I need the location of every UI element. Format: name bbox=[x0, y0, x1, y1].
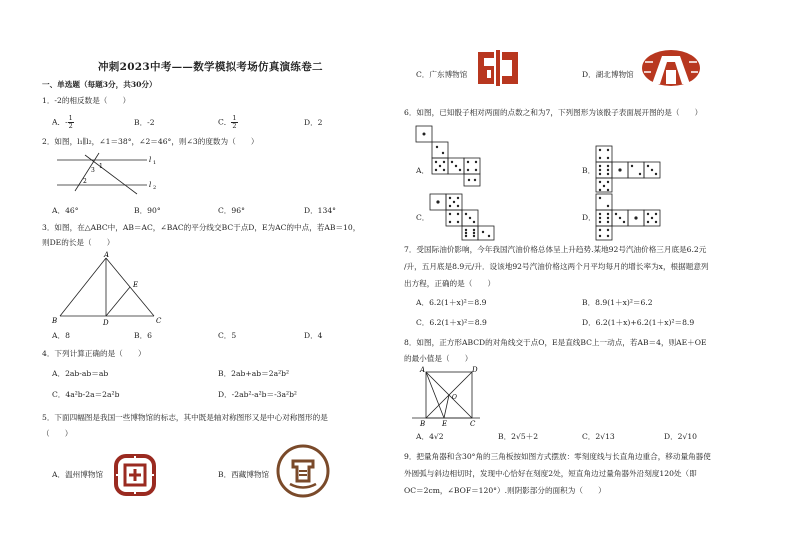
q2-angle-2: 2 bbox=[83, 178, 87, 185]
q2-option-b: B．90° bbox=[134, 206, 161, 215]
q5-option-d: D．湖北博物馆 bbox=[582, 70, 634, 79]
q2-angle-3: 3 bbox=[91, 167, 95, 174]
q5-stem: 5．下面四幅图是我国一些博物馆的标志，其中既是轴对称图形又是中心对称图形的是 bbox=[42, 413, 328, 422]
q3-label-a: A bbox=[104, 251, 110, 259]
q3-label-d: D bbox=[103, 319, 109, 326]
q3-label-e: E bbox=[133, 281, 139, 289]
q2-label-l1-sub: 1 bbox=[153, 160, 157, 166]
q3-stem-line1: 3．如图，在△ABC中，AB＝AC，∠BAC的平分线交BC于点D，E为AC的中点，若AB＝10， bbox=[42, 223, 361, 232]
q1-option-a: A．- $\frac{1}{2}$ bbox=[52, 114, 73, 130]
q7-stem-line1: 7．受国际油价影响，今年我国汽油价格总体呈上升趋势.某地92号汽油价格三月底是6.2元 bbox=[404, 245, 707, 254]
q4-option-c: C．4a²b-2a＝2a²b bbox=[52, 390, 120, 399]
q6-net-b bbox=[594, 144, 664, 194]
hubei-museum-logo bbox=[640, 48, 702, 88]
q7-option-a: A．6.2(1＋x)²＝8.9 bbox=[416, 298, 487, 307]
q9-stem-line3: OC＝2cm，∠BOF＝120°）.则阴影部分的面积为（ ） bbox=[404, 486, 606, 495]
q1-option-b: B．-2 bbox=[134, 118, 155, 127]
tibet-museum-logo bbox=[276, 444, 330, 498]
q6-option-a: A． bbox=[416, 166, 430, 175]
q8-option-d: D．2√10 bbox=[664, 432, 698, 441]
q6-net-a bbox=[414, 124, 504, 188]
q8-label-o: O bbox=[452, 394, 457, 401]
q8-stem-line2: 的最小值是（ ） bbox=[404, 354, 473, 363]
q3-option-d: D．4 bbox=[304, 331, 323, 340]
q6-option-d: D． bbox=[582, 213, 596, 222]
q9-stem-line2: 外圆弧与斜边相切时，发现中心恰好在刻度2处，短直角边过量角器外沿刻度120处（即 bbox=[404, 469, 697, 478]
q1-option-c: C． $\frac{1}{2}$ bbox=[218, 114, 237, 130]
q8-option-a: A．4√2 bbox=[416, 432, 444, 441]
q2-label-l2: l bbox=[149, 181, 152, 189]
q2-label-l1: l bbox=[149, 156, 152, 164]
q7-stem-line3: 出方程，正确的是（ ） bbox=[404, 279, 496, 288]
q3-label-b: B bbox=[52, 317, 58, 325]
q6-net-c bbox=[428, 192, 502, 242]
q4-option-b: B．2ab+ab＝2a²b² bbox=[218, 369, 290, 378]
guangdong-museum-logo bbox=[474, 48, 522, 88]
q5-option-a: A．温州博物馆 bbox=[52, 470, 104, 479]
q2-option-a: A．46° bbox=[52, 206, 79, 215]
q4-option-a: A．2ab-ab＝ab bbox=[52, 369, 109, 378]
q3-option-a: A．8 bbox=[52, 331, 70, 340]
q8-stem-line1: 8．如图，正方形ABCD的对角线交于点O，E是直线BC上一动点，若AB＝4，则AE＋OE bbox=[404, 338, 707, 347]
q3-label-c: C bbox=[156, 317, 162, 325]
q5-option-b: B．西藏博物馆 bbox=[218, 470, 270, 479]
q1-stem: 1．-2的相反数是（ ） bbox=[42, 96, 131, 105]
q9-stem-line1: 9．把量角器和含30°角的三角板按如图方式摆放：零刻度线与长直角边重合，移动量角器使 bbox=[404, 452, 711, 461]
q8-option-c: C．2√13 bbox=[582, 432, 615, 441]
q4-stem: 4．下列计算正确的是（ ） bbox=[42, 349, 146, 358]
q3-option-c: C．5 bbox=[218, 331, 237, 340]
q4-option-d: D．-2ab²-a²b＝-3a²b² bbox=[218, 390, 297, 399]
q2-option-d: D．134° bbox=[304, 206, 336, 215]
q7-option-b: B．8.9(1＋x)²＝6.2 bbox=[582, 298, 653, 307]
q7-stem-line2: /升，五月底是8.9元/升．设该地92号汽油价格这两个月平均每月的增长率为x，根据题意列 bbox=[404, 262, 709, 271]
q3-stem-line2: 则DE的长是（ ） bbox=[42, 238, 115, 247]
q6-stem: 6．如图，已知骰子相对两面的点数之和为7，下列图形为该骰子表面展开图的是（ ） bbox=[404, 108, 703, 117]
q2-stem: 2．如图，l₁∥l₂，∠1＝38°，∠2＝46°，则∠3的度数为（ ） bbox=[42, 137, 259, 146]
q6-net-d bbox=[594, 192, 668, 242]
wenzhou-museum-logo bbox=[112, 452, 158, 498]
q1-option-d: D．2 bbox=[304, 118, 323, 127]
q5-paren: （ ） bbox=[42, 429, 73, 438]
section-heading: 一、单选题（每题3分，共30分） bbox=[42, 80, 157, 89]
page-title: 冲刺2023中考——数学模拟考场仿真演练卷二 bbox=[98, 61, 323, 73]
q8-label-a: A bbox=[420, 366, 426, 374]
q1-a-fraction: $\frac{1}{2}$ bbox=[68, 114, 73, 130]
q2-option-c: C．96° bbox=[218, 206, 245, 215]
q1-c-fraction: $\frac{1}{2}$ bbox=[232, 114, 237, 130]
q8-label-b: B bbox=[420, 420, 426, 428]
q3-figure bbox=[48, 250, 168, 326]
q8-label-c: C bbox=[470, 420, 476, 428]
q6-option-c: C． bbox=[416, 213, 430, 222]
q2-angle-1: 1 bbox=[99, 163, 103, 170]
q8-figure bbox=[410, 366, 482, 428]
q7-option-c: C．6.2(1＋x)²＝8.9 bbox=[416, 318, 487, 327]
q8-option-b: B．2√5＋2 bbox=[498, 432, 539, 441]
q7-option-d: D．6.2(1＋x)+6.2(1＋x)²＝8.9 bbox=[582, 318, 695, 327]
q8-label-e: E bbox=[442, 420, 448, 428]
q2-label-l2-sub: 2 bbox=[153, 185, 157, 191]
q2-figure bbox=[55, 151, 165, 195]
q6-option-b: B． bbox=[582, 166, 596, 175]
q3-option-b: B．6 bbox=[134, 331, 153, 340]
q5-option-c: C．广东博物馆 bbox=[416, 70, 468, 79]
q8-label-d: D bbox=[472, 366, 478, 374]
